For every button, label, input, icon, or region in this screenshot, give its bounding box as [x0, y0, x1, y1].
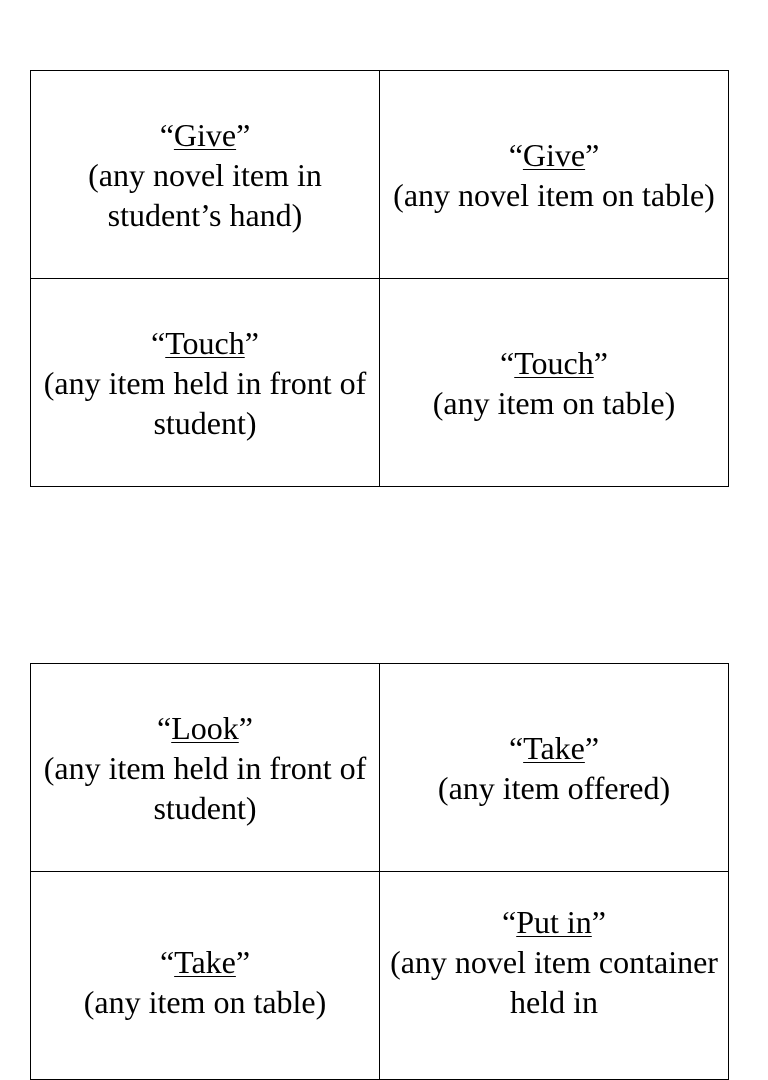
card-row [31, 279, 729, 487]
card-touch-table [380, 279, 729, 487]
card-description: (any novel item in student’s hand) [88, 156, 322, 233]
card-command: “Put in” [502, 904, 606, 940]
card-give-hand [31, 71, 380, 279]
command-word: Give [173, 116, 237, 153]
card-command: “Give” [508, 136, 600, 173]
card-command: “Look” [157, 709, 253, 746]
card-description: (any item held in front of student) [43, 364, 367, 441]
card-description: (any novel item on table) [393, 176, 715, 213]
card-row [31, 664, 729, 872]
card-look-held [31, 664, 380, 872]
card-description: (any item on table) [83, 984, 327, 1020]
card-command: “Take” [508, 729, 600, 766]
card-sheet-bottom [30, 663, 729, 1080]
card-command: “Give” [159, 116, 251, 153]
card-row [31, 71, 729, 279]
command-word: Give [522, 136, 586, 173]
card-take-offered [380, 664, 729, 872]
card-take-table [31, 872, 380, 1080]
card-give-table [380, 71, 729, 279]
card-description: (any item held in front of student) [43, 749, 367, 826]
card-touch-held [31, 279, 380, 487]
command-word: Take [174, 944, 236, 980]
command-word: Touch [514, 344, 594, 381]
command-word: Touch [165, 324, 245, 361]
command-word: Put in [516, 904, 592, 940]
card-command: “Touch” [151, 324, 259, 361]
command-word: Take [523, 729, 585, 766]
command-word: Look [171, 709, 239, 746]
card-row [31, 872, 729, 1080]
card-command: “Touch” [500, 344, 608, 381]
card-description: (any item on table) [432, 384, 676, 421]
card-sheet-top [30, 70, 729, 487]
card-description: (any item offered) [437, 769, 671, 806]
card-put-in-container [380, 872, 729, 1080]
card-command: “Take” [159, 944, 251, 980]
card-description: (any novel item container held in [390, 944, 718, 1020]
